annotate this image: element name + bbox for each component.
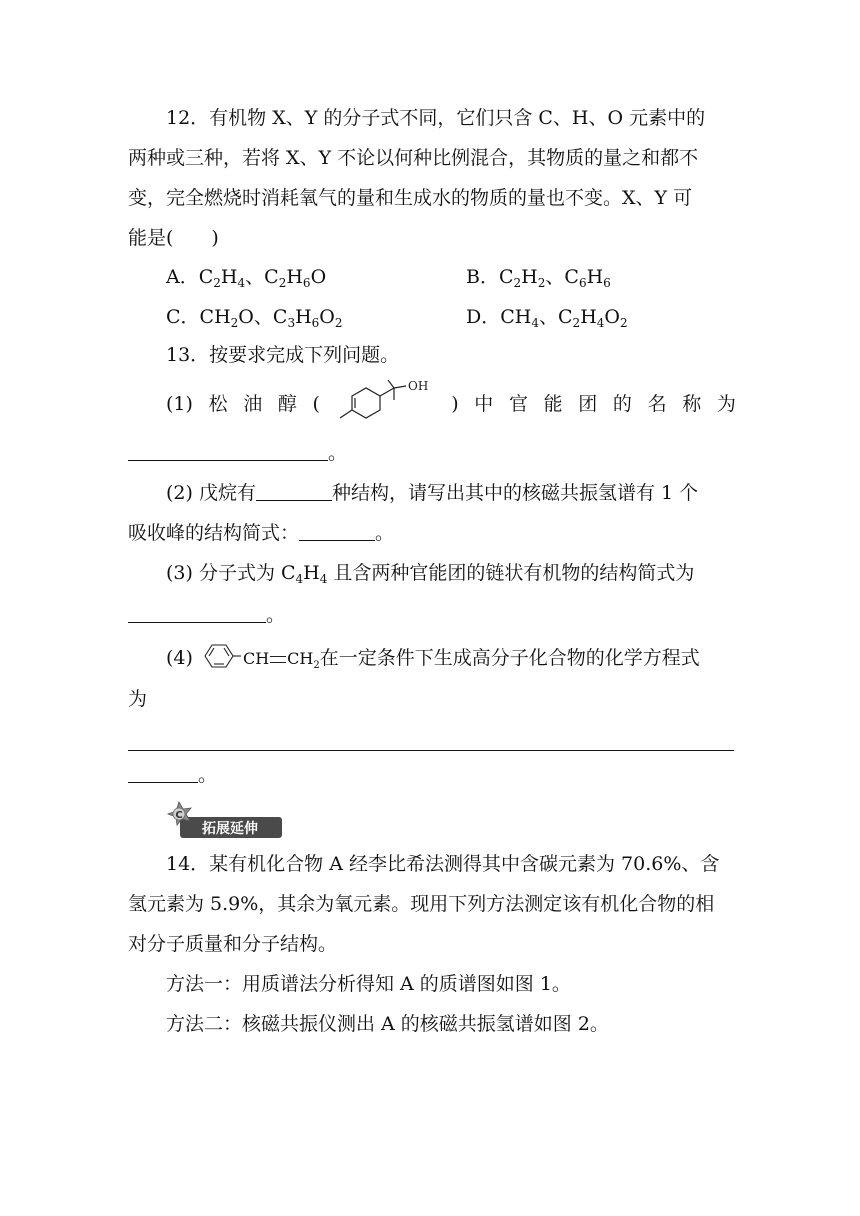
- q14-line-1: 14．某有机化合物 A 经李比希法测得其中含碳元素为 70.6%、含: [166, 853, 720, 875]
- q13-part3-line: (3) 分子式为 $C_4H_4$ 且含两种官能团的链状有机物的结构简式为: [166, 562, 695, 586]
- q13-part3-answer: 。: [128, 603, 736, 627]
- q13-title: 13．按要求完成下列问题。: [166, 344, 400, 366]
- answer-blank[interactable]: [128, 442, 328, 461]
- q13-part2-line-1: (2) 戊烷有 种结构，请写出其中的核磁共振氢谱有 1 个: [166, 482, 699, 504]
- q13-part4-line-2: 为: [128, 688, 148, 710]
- answer-blank[interactable]: [256, 482, 332, 501]
- q13-part4-answer-2: 。: [128, 763, 736, 787]
- q13-part1-answer: 。: [128, 441, 736, 465]
- q14-line-3: 对分子质量和分子结构。: [128, 933, 338, 955]
- q13-part4-line-1: (4) CH $CH_2$在一定条件下生成高分子化合物的化学方程式: [166, 643, 736, 675]
- q12-option-a[interactable]: A．$C_2H_4$、$C_2H_6O$: [166, 266, 327, 290]
- q14-method-1: 方法一：用质谱法分析得知 A 的质谱图如图 1。: [166, 973, 571, 995]
- q12-line-4: 能是( ): [128, 227, 219, 249]
- q12-option-d[interactable]: D．$CH_4$、$C_2H_4O_2$: [466, 306, 628, 330]
- q14-method-2: 方法二：核磁共振仪测出 A 的核磁共振氢谱如图 2。: [166, 1013, 609, 1035]
- double-bond: [270, 656, 286, 663]
- q12-line-1: 12．有机物 X、Y 的分子式不同，它们只含 C、H、O 元素中的: [166, 107, 706, 129]
- badge-letter: C: [175, 810, 183, 821]
- section-badge: [166, 800, 284, 840]
- q12-option-b[interactable]: B．$C_2H_2$、$C_6H_6$: [466, 266, 611, 290]
- q12-option-c[interactable]: C．$CH_2O$、$C_3H_6O_2$: [166, 306, 343, 330]
- q12-line-2: 两种或三种，若将 X、Y 不论以何种比例混合，其物质的量之和都不: [128, 147, 699, 169]
- q13-part2-line-2: 吸收峰的结构简式： 。: [128, 522, 395, 544]
- answer-blank[interactable]: [299, 522, 375, 541]
- answer-blank[interactable]: [128, 604, 266, 623]
- q12-line-3: 变，完全燃烧时消耗氧气的量和生成水的物质的量也不变。X、Y 可: [128, 187, 693, 209]
- badge-title: 拓展延伸: [202, 821, 258, 837]
- answer-blank[interactable]: [128, 732, 734, 751]
- q13-part1-line: (1) 松 油 醇 ( OH ) 中 官 能 团 的 名 称 为: [166, 392, 736, 430]
- svg-text:OH: OH: [407, 380, 428, 393]
- answer-blank[interactable]: [128, 764, 198, 783]
- terpineol-structure: [336, 380, 436, 430]
- q13-part4-answer-1: [128, 731, 736, 755]
- q14-line-2: 氢元素为 5.9%，其余为氧元素。现用下列方法测定该有机化合物的相: [128, 893, 715, 915]
- benzene-ring-structure: [201, 643, 241, 675]
